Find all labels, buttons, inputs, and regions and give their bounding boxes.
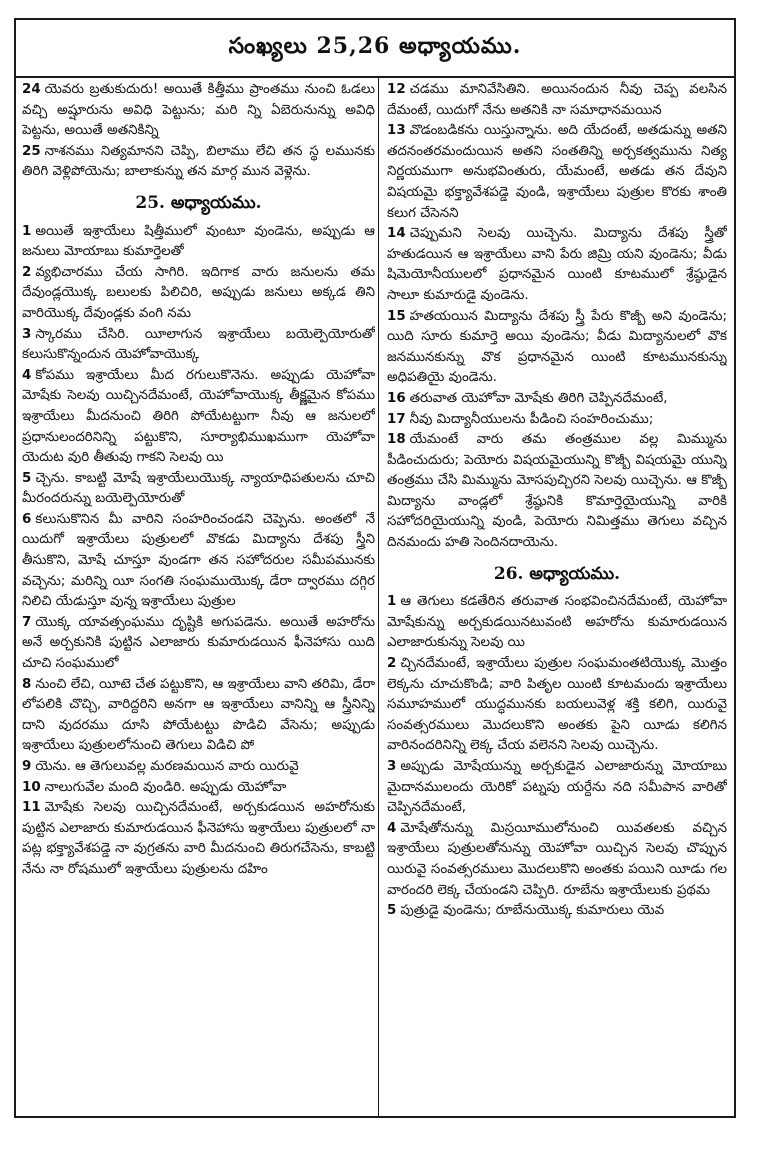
- verse-paragraph: [387, 654, 727, 757]
- verse-paragraph: [387, 430, 727, 554]
- verse-number: 13: [387, 123, 406, 139]
- verse-text: అయితే ఇశ్రాయేలు షిత్తీములో వుంటూ వుండెను, అప్పుడు ఆ జనులు మోయాబు కుమార్తెలతో: [22, 223, 375, 260]
- verse-paragraph: [22, 366, 375, 469]
- right-opening-paragraphs: [387, 80, 727, 554]
- verse-text: చడము మానివేసితిని. అయినందున నీవు చెప్ప వలసిన దేమంటే, యిదుగో నేను అతనికి నా సమాధానమయిన: [387, 82, 727, 118]
- verse-text: యెను. ఆ తెగులువల్ల మరణమయిన వారు యిరువై: [35, 759, 299, 774]
- verse-number: 3: [22, 326, 32, 342]
- verse-number: 5: [22, 470, 32, 486]
- right-chapter-paragraphs: [387, 592, 727, 922]
- verse-number: 3: [387, 759, 397, 774]
- verse-text: కోపము ఇశ్రాయేలు మీద రగులుకొనెను. అప్పుడు యెహోవా మోషేకు సెలవు యిచ్చినదేమంటే, యెహోవాయొక్క తీక్ష్ణమైన కోపము ఇశ్రాయేలు మీదనుంచి తిరిగి పోయేటట్టుగా నీవు ఆ జనులలో ప్రధానులందరినిన్ని పట్టుకొని, సూర్యాభిముఖముగా యెహోవా యెదుట వురి తీతువు గాకని సెలవు యి: [22, 367, 375, 466]
- verse-number: 10: [22, 779, 41, 795]
- verse-text: వొడంబడికను యిస్తున్నాను. అది యేదంటే, అతడున్ను అతని తదనంతరమందుయిన అతని సంతతిన్ని అర్చకత్వమును నిత్య నిర్ణయముగా అనుభవింతురు, యేమంటే, అతడు తన దేవుని విషయమై భక్త్యావేశపడ్డె వుండి, ఇశ్రాయేలు పుత్రుల కొరకు శాంతి కలుగ చేసెనని: [387, 123, 727, 221]
- verse-paragraph: [22, 263, 375, 325]
- page-frame: [14, 18, 736, 1118]
- verse-paragraph: [387, 901, 727, 922]
- verse-number: 15: [387, 308, 406, 324]
- left-column: [22, 80, 375, 1110]
- verse-number: 17: [387, 411, 406, 427]
- verse-paragraph: [387, 80, 727, 121]
- verse-paragraph: [22, 222, 375, 263]
- verse-text: తరువాత యెహోవా మోషేకు తిరిగి చెప్పినదేమంటే,: [409, 390, 668, 406]
- verse-number: 7: [22, 614, 32, 630]
- left-opening-paragraphs: [22, 80, 375, 183]
- verse-paragraph: [22, 757, 375, 778]
- verse-number: 11: [22, 800, 41, 816]
- verse-number: 14: [387, 226, 406, 242]
- verse-paragraph: [22, 142, 375, 183]
- verse-paragraph: [387, 224, 727, 306]
- verse-number: 8: [22, 676, 32, 692]
- verse-text: చ్చెను. కాబట్టి మోషే ఇశ్రాయేలుయొక్క న్యాయాధిపతులను చూచి మీరందరున్ను బయెల్పెయోరుతో: [22, 470, 375, 507]
- verse-paragraph: [22, 798, 375, 880]
- verse-paragraph: [387, 410, 727, 431]
- verse-number: 1: [22, 223, 32, 239]
- verse-paragraph: [22, 510, 375, 613]
- verse-paragraph: [22, 469, 375, 510]
- verse-number: 1: [387, 594, 397, 610]
- verse-number: 18: [387, 432, 406, 448]
- verse-number: 12: [387, 82, 406, 97]
- verse-text: వ్యభిచారము చేయ సాగిరి. ఇదిగాక వారు జనులను తమ దేవుండ్లయొక్క బలులకు పిలిచిరి, అప్పుడు జనులు అక్కడ తిని వారియొక్క దేవుండ్లకు వంగి నమ: [22, 264, 375, 321]
- verse-number: 16: [387, 390, 406, 406]
- left-chapter-paragraphs: [22, 222, 375, 881]
- verse-text: యేమంటే వారు తమ తంత్రముల వల్ల మిమ్మును పీడించుదురు; పెయోరు విషయమైయున్ని కొజ్బీ విషయమై యున్ని తంత్రము చేసి మిమ్మును మోసపుచ్చిరని సెలవు యిచ్చెను. ఆ కొజ్బీ మిద్యాను వాండ్లలో శ్రేష్ఠునికి కొమార్తెయైయున్ని వారికి సహోదరియైయున్ని వుండి, పెయోరు నిమిత్తము తెగులు వచ్చిన దినమందు హతి సెందినదాయెను.: [387, 432, 727, 551]
- verse-number: 6: [22, 511, 32, 527]
- verse-paragraph: [387, 389, 727, 410]
- verse-text: ఆ తెగులు కడతేరిన తరువాత సంభవించినదేమంటే, యెహోవా మోషేకున్ను అర్చకుడయినటువంటి అహరోను కుమారుడయిన ఎలాజారుకున్ను సెలవు యి: [387, 594, 727, 651]
- verse-number: 25: [22, 143, 41, 159]
- verse-number: 2: [22, 264, 32, 280]
- verse-text: స్కారము చేసిరి. యీలాగున ఇశ్రాయేలు బయెల్పెయోరుతో కలుసుకొన్నందున యెహోవాయొక్క: [22, 326, 375, 363]
- verse-text: హతయయిన మిద్యాను దేశపు స్త్రీ పేరు కొజ్బీ అని వుండెను; యిది సూరు కుమార్తె అయి వుండెను; వీడు మిద్యానులలో వొక జనమునకున్ను వొక ప్రధానమైన యింటి కూటమునకున్ను అధిపతియై వుండెను.: [387, 308, 727, 386]
- verse-paragraph: [387, 819, 727, 901]
- column-divider: [378, 76, 379, 1116]
- verse-paragraph: [387, 121, 727, 224]
- verse-paragraph: [387, 757, 727, 819]
- verse-number: 5: [387, 903, 397, 919]
- verse-text: అప్పుడు మోషేయున్ను అర్చకుడైన ఎలాజారున్ను మోయాబు మైదానములందు యెరికో పట్నపు యర్దేను నది సమీపాన వారితో చెప్పినదేమంటే,: [387, 759, 727, 816]
- verse-number: 24: [22, 82, 41, 97]
- verse-text: నాలుగువేల మంది వుండిరి. అప్పుడు యెహోవా: [44, 779, 287, 795]
- verse-text: యెవరు బ్రతుకుదురు! అయితే కిత్తీము ప్రాంతము నుంచి ఓడలు వచ్చి అష్షూరును అవిధి పెట్టును; మరి న్ని ఏబెరునున్ను అవిధి పెట్టను, అయితే అతనికిన్ని: [22, 82, 375, 139]
- verse-paragraph: [22, 778, 375, 799]
- chapter-heading-25: 25. అధ్యాయము.: [135, 192, 262, 213]
- verse-paragraph: [387, 592, 727, 654]
- verse-text: నీవు మిద్యానీయులను పీడించి సంహరించుము;: [409, 411, 654, 427]
- right-column: [387, 80, 727, 1110]
- verse-paragraph: [22, 675, 375, 757]
- verse-paragraph: [387, 307, 727, 389]
- verse-text: యొక్క యావత్సంఘము దృష్టికి అగుపడెను. అయితే అహరోను అనే అర్చకునికి పుట్టిన ఎలాజారు కుమారుడయిన ఫీనెహాసు యిది చూచి సంఘములో: [22, 614, 375, 672]
- verse-text: మోషేకు సెలవు యిచ్చినదేమంటే, అర్చకుడయిన అహరోనుకు పుట్టిన ఎలాజారు కుమారుడయిన ఫీనెహాసు ఇశ్రాయేలు పుత్రులలో నా పట్ల భక్త్యావేశపడ్డె నా వుగ్రతను వారి మీదనుంచి తిరుగచేసెను, కాబట్టి నేను నా రోషములో ఇశ్రాయేలు పుత్రులను దహిం: [22, 800, 375, 877]
- verse-number: 4: [387, 820, 397, 836]
- verse-text: చ్చినదేమంటే, ఇశ్రాయేలు పుత్రుల సంఘమంతటియొక్క మొత్తం లెక్కను చూచుకొండి; వారి పితృల యింటి కూటమందు ఇశ్రాయేలు సమూహములో యుద్ధమునకు బయలువెళ్ల శక్తి కలిగి, యిరువై సంవత్సరములు మొదలుకొని అంతకు పైని యీడు కలిగిన వారినందరినిన్ని లెక్క చేయ వలెనని సెలవు యిచ్చెను.: [387, 656, 727, 754]
- verse-number: 4: [22, 367, 32, 383]
- verse-text: పుత్రుడై వుండెను; రూబేనుయొక్క కుమారులు యెవ: [400, 903, 665, 919]
- verse-text: కలుసుకొనిన మీ వారిని సంహరించండని చెప్పెను. అంతలో నే యిదుగో ఇశ్రాయేలు పుత్రులలో వొకడు మిద్యాను దేశపు స్త్రీని తీసుకొని, మోషే చూస్తూ వుండగా తన సహోదరుల సమీపమునకు వచ్చెను; మరిన్ని యీ సంగతి సంఘముయొక్క డేరా ద్వారము దగ్గిర నిలిచి యేడుస్తూ వున్న ఇశ్రాయేలు పుత్రుల: [22, 511, 375, 610]
- page-header: [16, 20, 734, 78]
- verse-text: చెప్పుమని సెలవు యిచ్చెను. మిద్యాను దేశపు స్త్రీతో హతుడయిన ఆ ఇశ్రాయేలు వాని పేరు జిమ్రి యని వుండెను; వీడు షిమెయోనీయులలో ప్రధానమైన యింటి కూటములో శ్రేష్ఠుడైన సాలూ కుమారుడై వుండెను.: [387, 226, 727, 303]
- verse-text: నాశనము నిత్యమానని చెప్పి, బిలాము లేచి తన స్థ లమునకు తిరిగి వెళ్లిపోయెను; బాలాకున్ను తన మార్గ మున వెళ్లెను.: [22, 143, 375, 180]
- verse-text: నుంచి లేచి, యీటె చేత పట్టుకొని, ఆ ఇశ్రాయేలు వాని తరిమి, డేరా లోపలికి చొచ్చి, వారిద్దరిని అనగా ఆ ఇశ్రాయేలు వానిన్ని ఆ స్త్రీనిన్ని దాని వుదరము దూసి పోయేటట్టు పొడిచి వేసెను; అప్పుడు ఇశ్రాయేలు పుత్రులలోనుంచి తెగులు విడిచి పో: [22, 676, 375, 754]
- chapter-heading-26: 26. అధ్యాయము.: [493, 563, 621, 584]
- verse-paragraph: [22, 325, 375, 366]
- verse-number: 2: [387, 656, 397, 672]
- verse-paragraph: [22, 613, 375, 675]
- verse-number: 9: [22, 759, 32, 774]
- page-title: సంఖ్యలు 25,26 అధ్యాయము.: [228, 32, 522, 59]
- verse-paragraph: [22, 80, 375, 142]
- verse-text: మోషేతోనున్ను మిస్రయీములోనుంచి యివతలకు వచ్చిన ఇశ్రాయేలు పుత్రులతోనున్ను యెహోవా యిచ్చిన సెలవు చొప్పున యిరువై సంవత్సరములు మొదలుకొని అంతకు పయిని యీడు గల వారందరి లెక్క చేయండని చెప్పిరి. రూబేను ఇశ్రాయేలుకు ప్రథమ: [387, 820, 727, 898]
